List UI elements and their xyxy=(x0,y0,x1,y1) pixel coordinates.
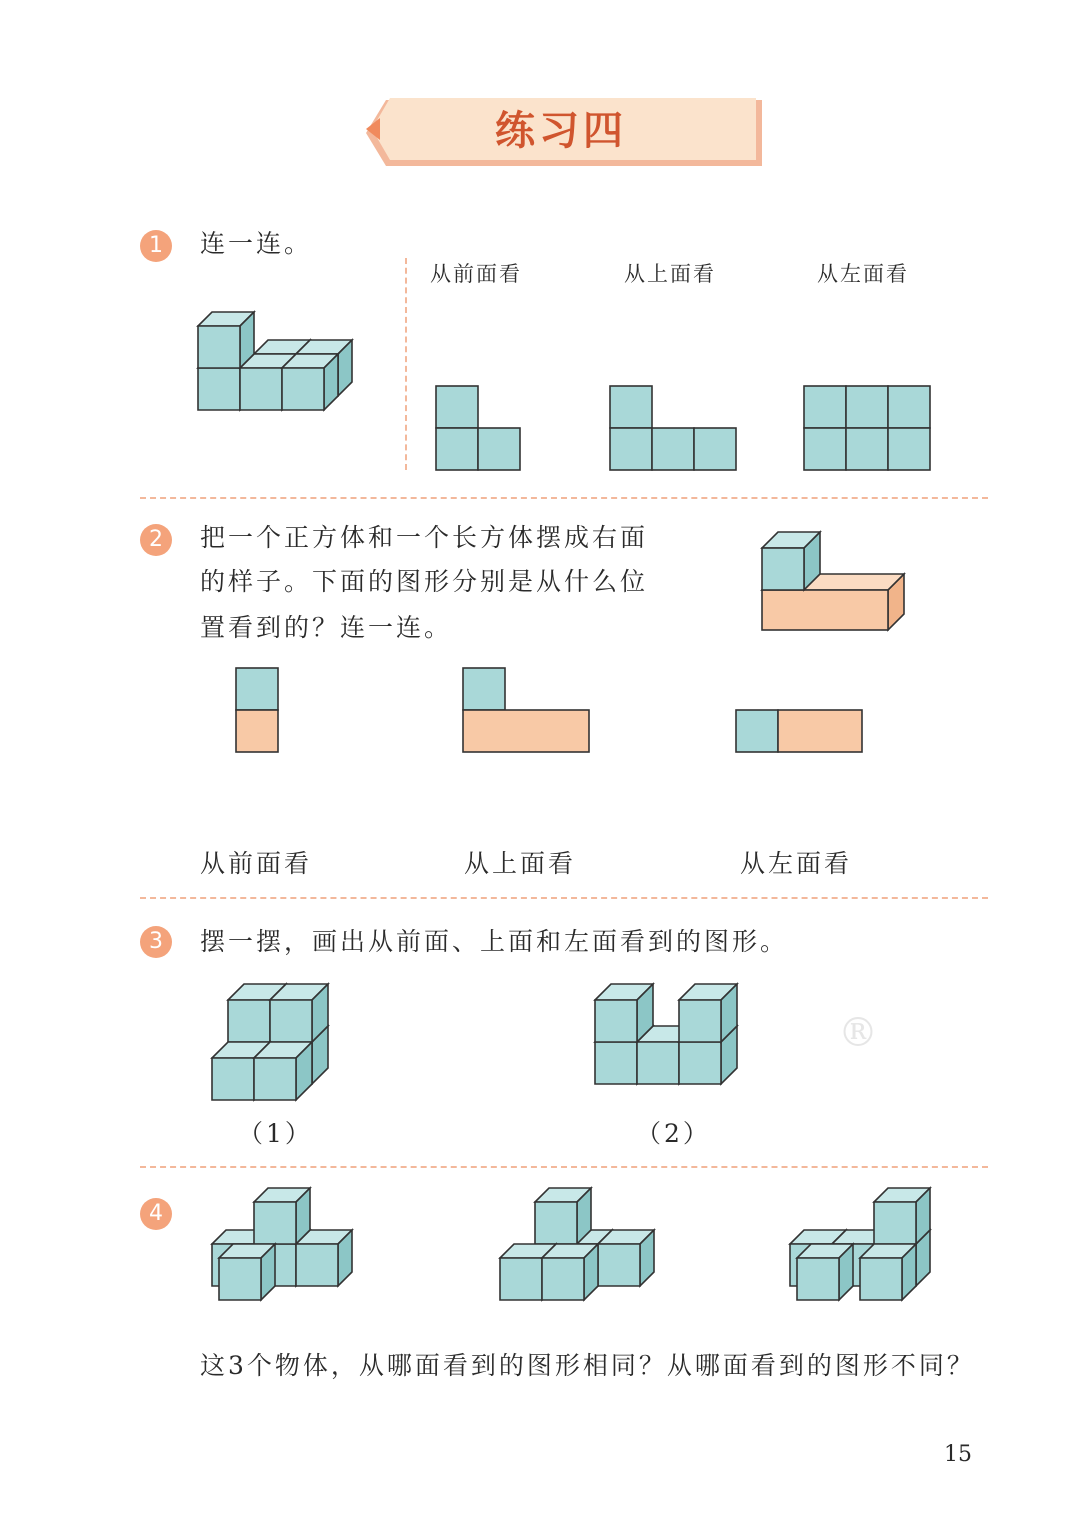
question-number-3: 3 xyxy=(140,926,172,958)
section-divider-2 xyxy=(140,897,988,899)
q1-solid-figure xyxy=(198,306,358,426)
cube-face xyxy=(219,1258,261,1300)
cube-face xyxy=(228,1000,270,1042)
cube-face xyxy=(198,368,240,410)
page-title: 练习四 xyxy=(495,108,627,154)
q3-caption-2: （2） xyxy=(636,1119,711,1148)
title-banner xyxy=(366,98,764,168)
question-number-4: 4 xyxy=(140,1198,172,1230)
question-number-2: 2 xyxy=(140,524,172,556)
cube-face xyxy=(679,1042,721,1084)
q2-label-front: 从前面看 xyxy=(200,849,313,878)
cube-face xyxy=(598,1244,640,1286)
q4-text: 这3个物体，从哪面看到的图形相同？从哪面看到的图形不同？ xyxy=(200,1351,975,1380)
q2-line-2: 的样子。下面的图形分别是从什么位 xyxy=(200,567,649,596)
q3-figure-2 xyxy=(595,984,740,1088)
q1-view-rectangle[interactable] xyxy=(804,386,932,472)
cube-face xyxy=(595,1000,637,1042)
q3-figure-1 xyxy=(212,984,332,1104)
section-divider-3 xyxy=(140,1166,988,1168)
cube-face xyxy=(240,368,282,410)
cube-face xyxy=(874,1202,916,1244)
q1-view-long-l-shape[interactable] xyxy=(610,386,738,472)
q2-solid-figure xyxy=(762,532,907,632)
registered-watermark: ® xyxy=(838,1010,878,1056)
cube-face xyxy=(535,1202,577,1244)
cube-face xyxy=(637,1042,679,1084)
q1-vertical-divider xyxy=(405,258,407,470)
q4-figure-3 xyxy=(776,1196,921,1316)
page-number: 15 xyxy=(944,1442,972,1467)
q2-line-3: 置看到的？连一连。 xyxy=(200,613,453,642)
q2-line-1: 把一个正方体和一个长方体摆成右面 xyxy=(200,523,649,552)
cube-face xyxy=(270,1000,312,1042)
q4-figure-1 xyxy=(198,1196,343,1316)
cube-face xyxy=(595,1042,637,1084)
q1-text: 连一连。 xyxy=(200,229,313,258)
cube-face xyxy=(679,1000,721,1042)
q1-view-l-shape[interactable] xyxy=(436,386,522,472)
q4-figure-2 xyxy=(500,1196,620,1316)
question-number-1: 1 xyxy=(140,230,172,262)
cube-face xyxy=(212,1058,254,1100)
q1-label-front: 从前面看 xyxy=(430,262,522,286)
q3-caption-1: （1） xyxy=(238,1119,313,1148)
cube-face xyxy=(542,1258,584,1300)
cube-face xyxy=(500,1258,542,1300)
cube-face xyxy=(254,1058,296,1100)
q1-label-top: 从上面看 xyxy=(624,262,716,286)
section-divider-1 xyxy=(140,497,988,499)
cube-face xyxy=(797,1258,839,1300)
cube-face xyxy=(282,368,324,410)
cube-face xyxy=(296,1244,338,1286)
q2-view-front[interactable] xyxy=(463,668,591,754)
q1-label-left: 从左面看 xyxy=(817,262,909,286)
cube-face xyxy=(198,326,240,368)
q2-label-left: 从左面看 xyxy=(740,849,853,878)
cube-face xyxy=(860,1258,902,1300)
q2-view-side[interactable] xyxy=(236,668,280,754)
q3-text: 摆一摆，画出从前面、上面和左面看到的图形。 xyxy=(200,927,789,956)
cube-face xyxy=(254,1202,296,1244)
q2-view-top[interactable] xyxy=(736,710,864,754)
q2-label-top: 从上面看 xyxy=(464,849,577,878)
